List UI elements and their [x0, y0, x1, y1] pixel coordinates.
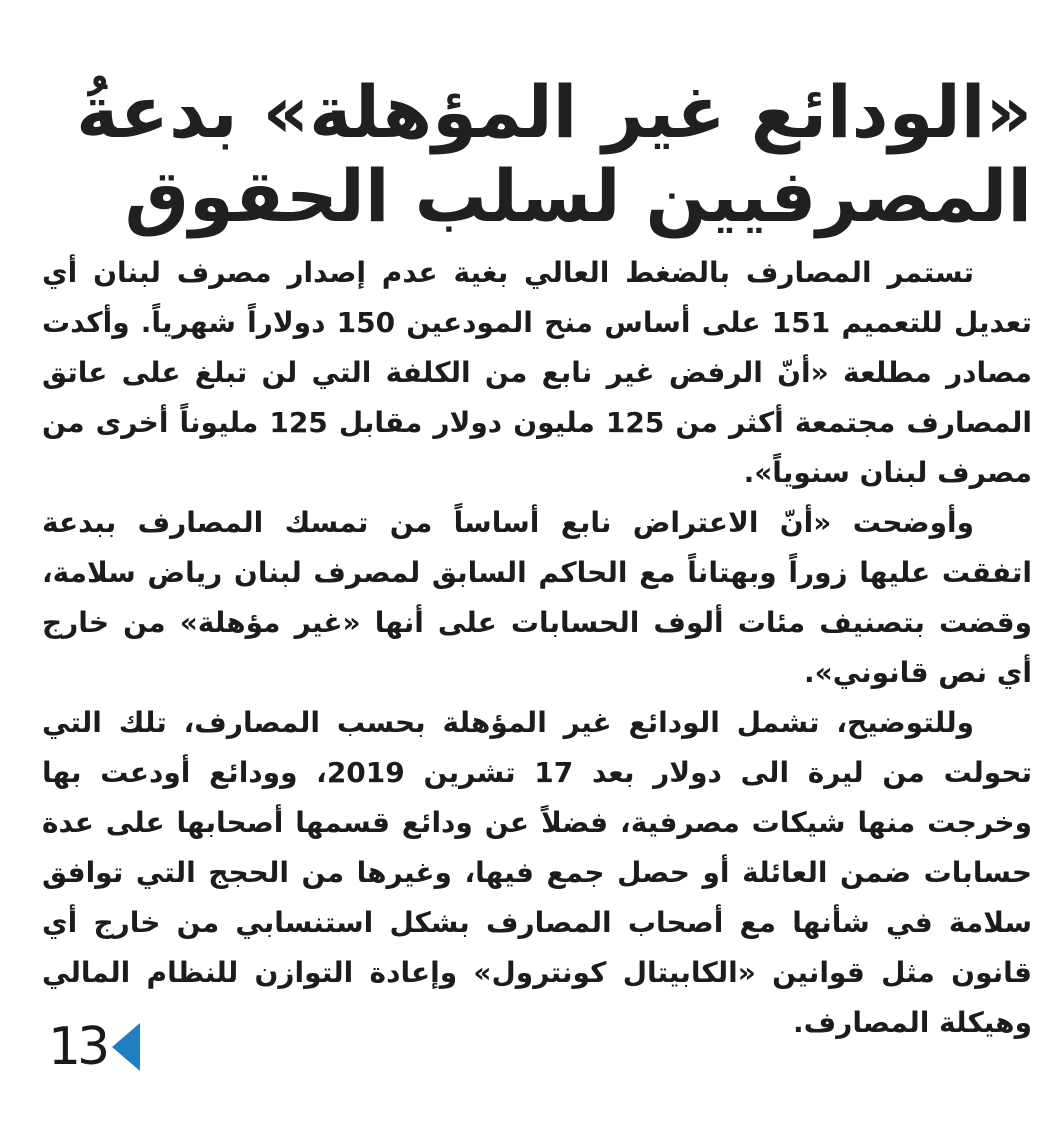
article-paragraph: وأوضحت «أنّ الاعتراض نابع أساساً من تمسك المصارف ببدعة اتفقت عليها زوراً وبهتاناً مع الحاكم السابق لمصرف لبنان رياض سلامة، وقضت بتصنيف مئات ألوف الحسابات على أنها «غير مؤهلة» من خارج أي نص قانوني». [42, 506, 1032, 689]
article-paragraph: وللتوضيح، تشمل الودائع غير المؤهلة بحسب المصارف، تلك التي تحولت من ليرة الى دولار بعد 17 تشرين 2019، وودائع أودعت بها وخرجت منها شيكات مصرفية، فضلاً عن ودائع قسمها أصحابها على عدة حسابات ضمن العائلة أو حصل جمع فيها، وغيرها من الحجج التي توافق سلامة في شأنها مع أصحاب المصارف بشكل استنسابي من خارج أي قانون مثل قوانين «الكابيتال كونترول» وإعادة التوازن للنظام المالي وهيكلة المصارف. [42, 706, 1032, 1039]
article-headline: «الودائع غير المؤهلة» بدعةُ المصرفيين لسلب الحقوق [76, 70, 1032, 238]
article-body [42, 248, 1032, 1048]
article [42, 70, 1032, 1048]
article-paragraph: تستمر المصارف بالضغط العالي بغية عدم إصدار مصرف لبنان أي تعديل للتعميم 151 على أساس منح المودعين 150 دولاراً شهرياً. وأكدت مصادر مطلعة «أنّ الرفض غير نابع من الكلفة التي لن تبلغ على عاتق المصارف مجتمعة أكثر من 125 مليون دولار مقابل 125 مليوناً أخرى من مصرف لبنان سنوياً». [42, 256, 1032, 489]
left-arrow-triangle-icon [112, 1023, 140, 1071]
page-marker [48, 1018, 140, 1076]
page-number: 13 [48, 1017, 107, 1077]
